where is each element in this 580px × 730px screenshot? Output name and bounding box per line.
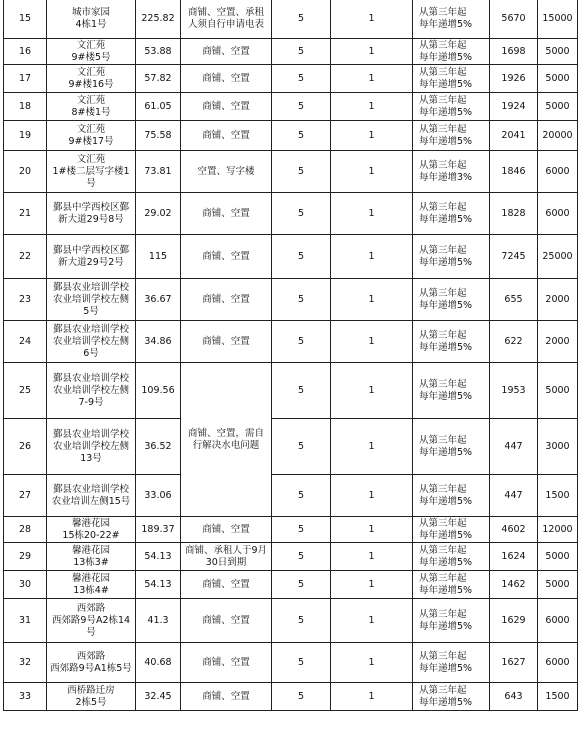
lease-years-cell: 5 <box>272 571 331 599</box>
deposit-cell: 6000 <box>538 643 578 683</box>
address-cell: 文汇苑 8#楼1号 <box>47 93 136 121</box>
increase-rule-cell: 从第三年起 每年递增5% <box>413 517 490 543</box>
table-row <box>4 235 578 279</box>
row-number: 27 <box>4 475 47 517</box>
count-cell: 1 <box>331 517 413 543</box>
lease-years-cell: 5 <box>272 517 331 543</box>
address-cell: 馨港花园 13栋4# <box>47 571 136 599</box>
table-row <box>4 65 578 93</box>
rent-cell: 1624 <box>490 543 538 571</box>
usage-cell: 商铺、空置 <box>181 193 272 235</box>
row-number: 16 <box>4 39 47 65</box>
rent-cell: 1462 <box>490 571 538 599</box>
table-row <box>4 643 578 683</box>
usage-cell: 商铺、承租人于9月30日到期 <box>181 543 272 571</box>
increase-rule-cell: 从第三年起 每年递增5% <box>413 121 490 151</box>
lease-years-cell: 5 <box>272 279 331 321</box>
count-cell: 1 <box>331 193 413 235</box>
rent-cell: 1926 <box>490 65 538 93</box>
address-cell: 鄞县农业培训学校农业培训学校左侧13号 <box>47 419 136 475</box>
increase-rule-cell: 从第三年起 每年递增3% <box>413 151 490 193</box>
increase-rule-cell: 从第三年起 每年递增5% <box>413 93 490 121</box>
row-number: 26 <box>4 419 47 475</box>
table-row <box>4 543 578 571</box>
rent-cell: 2041 <box>490 121 538 151</box>
deposit-cell: 12000 <box>538 517 578 543</box>
deposit-cell: 6000 <box>538 193 578 235</box>
usage-cell: 商铺、空置 <box>181 571 272 599</box>
increase-rule-cell: 从第三年起 每年递增5% <box>413 235 490 279</box>
lease-years-cell: 5 <box>272 643 331 683</box>
area-cell: 54.13 <box>136 543 181 571</box>
count-cell: 1 <box>331 363 413 419</box>
table-row <box>4 39 578 65</box>
count-cell: 1 <box>331 419 413 475</box>
usage-cell: 商铺、空置 <box>181 643 272 683</box>
address-cell: 鄞县农业培训学校农业培训学校左侧6号 <box>47 321 136 363</box>
address-cell: 西郊路 西郊路9号A1栋5号 <box>47 643 136 683</box>
table-row <box>4 321 578 363</box>
deposit-cell: 5000 <box>538 93 578 121</box>
deposit-cell: 5000 <box>538 543 578 571</box>
address-cell: 文汇苑 9#楼5号 <box>47 39 136 65</box>
count-cell: 1 <box>331 599 413 643</box>
row-number: 28 <box>4 517 47 543</box>
row-number: 25 <box>4 363 47 419</box>
address-cell: 鄞县中学西校区鄞新大道29号2号 <box>47 235 136 279</box>
count-cell: 1 <box>331 571 413 599</box>
deposit-cell: 6000 <box>538 599 578 643</box>
increase-rule-cell: 从第三年起 每年递增5% <box>413 39 490 65</box>
table-row <box>4 279 578 321</box>
lease-years-cell: 5 <box>272 363 331 419</box>
area-cell: 33.06 <box>136 475 181 517</box>
count-cell: 1 <box>331 121 413 151</box>
row-number: 32 <box>4 643 47 683</box>
deposit-cell: 5000 <box>538 363 578 419</box>
area-cell: 189.37 <box>136 517 181 543</box>
rent-cell: 447 <box>490 419 538 475</box>
table-row <box>4 517 578 543</box>
lease-years-cell: 5 <box>272 321 331 363</box>
area-cell: 36.52 <box>136 419 181 475</box>
rent-cell: 1846 <box>490 151 538 193</box>
lease-years-cell: 5 <box>272 121 331 151</box>
increase-rule-cell: 从第三年起 每年递增5% <box>413 419 490 475</box>
rent-cell: 655 <box>490 279 538 321</box>
table-row <box>4 193 578 235</box>
lease-years-cell: 5 <box>272 39 331 65</box>
row-number: 31 <box>4 599 47 643</box>
table-row <box>4 93 578 121</box>
increase-rule-cell: 从第三年起 每年递增5% <box>413 363 490 419</box>
deposit-cell: 2000 <box>538 279 578 321</box>
count-cell: 1 <box>331 321 413 363</box>
rent-cell: 5670 <box>490 0 538 39</box>
area-cell: 73.81 <box>136 151 181 193</box>
table-row <box>4 151 578 193</box>
rent-cell: 1828 <box>490 193 538 235</box>
count-cell: 1 <box>331 93 413 121</box>
table-row <box>4 683 578 711</box>
area-cell: 109.56 <box>136 363 181 419</box>
lease-years-cell: 5 <box>272 475 331 517</box>
increase-rule-cell: 从第三年起 每年递增5% <box>413 65 490 93</box>
usage-cell: 商铺、空置，需自行解决水电问题 <box>181 363 272 517</box>
address-cell: 文汇苑 1#楼二层写字楼1号 <box>47 151 136 193</box>
row-number: 15 <box>4 0 47 39</box>
usage-cell: 商铺、空置 <box>181 65 272 93</box>
deposit-cell: 5000 <box>538 571 578 599</box>
row-number: 29 <box>4 543 47 571</box>
address-cell: 鄞县中学西校区鄞新大道29号8号 <box>47 193 136 235</box>
area-cell: 29.02 <box>136 193 181 235</box>
area-cell: 57.82 <box>136 65 181 93</box>
area-cell: 36.67 <box>136 279 181 321</box>
count-cell: 1 <box>331 65 413 93</box>
rent-cell: 1698 <box>490 39 538 65</box>
usage-cell: 商铺、空置 <box>181 321 272 363</box>
rent-cell: 622 <box>490 321 538 363</box>
deposit-cell: 15000 <box>538 0 578 39</box>
usage-cell: 商铺、空置 <box>181 279 272 321</box>
address-cell: 馨港花园 15栋20-22# <box>47 517 136 543</box>
increase-rule-cell: 从第三年起 每年递增5% <box>413 279 490 321</box>
deposit-cell: 25000 <box>538 235 578 279</box>
rent-cell: 1924 <box>490 93 538 121</box>
lease-years-cell: 5 <box>272 599 331 643</box>
usage-cell: 空置、写字楼 <box>181 151 272 193</box>
count-cell: 1 <box>331 235 413 279</box>
rent-cell: 1953 <box>490 363 538 419</box>
deposit-cell: 5000 <box>538 39 578 65</box>
lease-years-cell: 5 <box>272 65 331 93</box>
table-row <box>4 475 578 517</box>
count-cell: 1 <box>331 151 413 193</box>
deposit-cell: 6000 <box>538 151 578 193</box>
deposit-cell: 3000 <box>538 419 578 475</box>
address-cell: 馨港花园 13栋3# <box>47 543 136 571</box>
row-number: 17 <box>4 65 47 93</box>
area-cell: 54.13 <box>136 571 181 599</box>
increase-rule-cell: 从第三年起 每年递增5% <box>413 683 490 711</box>
rent-cell: 1629 <box>490 599 538 643</box>
area-cell: 53.88 <box>136 39 181 65</box>
address-cell: 西桥路迁房 2栋5号 <box>47 683 136 711</box>
lease-years-cell: 5 <box>272 0 331 39</box>
rent-cell: 447 <box>490 475 538 517</box>
count-cell: 1 <box>331 279 413 321</box>
deposit-cell: 20000 <box>538 121 578 151</box>
area-cell: 32.45 <box>136 683 181 711</box>
row-number: 20 <box>4 151 47 193</box>
count-cell: 1 <box>331 643 413 683</box>
increase-rule-cell: 从第三年起 每年递增5% <box>413 643 490 683</box>
count-cell: 1 <box>331 543 413 571</box>
table-row <box>4 0 578 39</box>
address-cell: 城市家园 4栋1号 <box>47 0 136 39</box>
address-cell: 鄞县农业培训学校农业培训学校左侧7-9号 <box>47 363 136 419</box>
lease-years-cell: 5 <box>272 93 331 121</box>
row-number: 21 <box>4 193 47 235</box>
lease-years-cell: 5 <box>272 193 331 235</box>
usage-cell: 商铺、空置 <box>181 683 272 711</box>
count-cell: 1 <box>331 39 413 65</box>
increase-rule-cell: 从第三年起 每年递增5% <box>413 193 490 235</box>
area-cell: 34.86 <box>136 321 181 363</box>
property-lease-table <box>3 0 578 711</box>
row-number: 19 <box>4 121 47 151</box>
increase-rule-cell: 从第三年起 每年递增5% <box>413 475 490 517</box>
deposit-cell: 1500 <box>538 475 578 517</box>
table-row <box>4 419 578 475</box>
lease-years-cell: 5 <box>272 151 331 193</box>
rent-cell: 643 <box>490 683 538 711</box>
count-cell: 1 <box>331 683 413 711</box>
area-cell: 40.68 <box>136 643 181 683</box>
usage-cell: 商铺、空置 <box>181 93 272 121</box>
address-cell: 鄞县农业培训学校农业培训左侧15号 <box>47 475 136 517</box>
row-number: 33 <box>4 683 47 711</box>
area-cell: 41.3 <box>136 599 181 643</box>
increase-rule-cell: 从第三年起 每年递增5% <box>413 0 490 39</box>
usage-cell: 商铺、空置、承租人须自行申请电表 <box>181 0 272 39</box>
deposit-cell: 5000 <box>538 65 578 93</box>
increase-rule-cell: 从第三年起 每年递增5% <box>413 571 490 599</box>
row-number: 18 <box>4 93 47 121</box>
usage-cell: 商铺、空置 <box>181 235 272 279</box>
area-cell: 75.58 <box>136 121 181 151</box>
lease-years-cell: 5 <box>272 419 331 475</box>
row-number: 24 <box>4 321 47 363</box>
area-cell: 115 <box>136 235 181 279</box>
address-cell: 西郊路 西郊路9号A2栋14号 <box>47 599 136 643</box>
address-cell: 文汇苑 9#楼16号 <box>47 65 136 93</box>
area-cell: 225.82 <box>136 0 181 39</box>
usage-cell: 商铺、空置 <box>181 517 272 543</box>
deposit-cell: 2000 <box>538 321 578 363</box>
row-number: 22 <box>4 235 47 279</box>
row-number: 30 <box>4 571 47 599</box>
count-cell: 1 <box>331 475 413 517</box>
rent-cell: 7245 <box>490 235 538 279</box>
table-row <box>4 599 578 643</box>
count-cell: 1 <box>331 0 413 39</box>
rent-cell: 1627 <box>490 643 538 683</box>
address-cell: 鄞县农业培训学校农业培训学校左侧5号 <box>47 279 136 321</box>
deposit-cell: 1500 <box>538 683 578 711</box>
lease-years-cell: 5 <box>272 235 331 279</box>
table-row <box>4 121 578 151</box>
area-cell: 61.05 <box>136 93 181 121</box>
row-number: 23 <box>4 279 47 321</box>
rent-cell: 4602 <box>490 517 538 543</box>
table-body <box>4 0 578 711</box>
increase-rule-cell: 从第三年起 每年递增5% <box>413 599 490 643</box>
increase-rule-cell: 从第三年起 每年递增5% <box>413 543 490 571</box>
table-row <box>4 363 578 419</box>
increase-rule-cell: 从第三年起 每年递增5% <box>413 321 490 363</box>
address-cell: 文汇苑 9#楼17号 <box>47 121 136 151</box>
table-row <box>4 571 578 599</box>
lease-years-cell: 5 <box>272 543 331 571</box>
usage-cell: 商铺、空置 <box>181 39 272 65</box>
lease-years-cell: 5 <box>272 683 331 711</box>
usage-cell: 商铺、空置 <box>181 121 272 151</box>
usage-cell: 商铺、空置 <box>181 599 272 643</box>
